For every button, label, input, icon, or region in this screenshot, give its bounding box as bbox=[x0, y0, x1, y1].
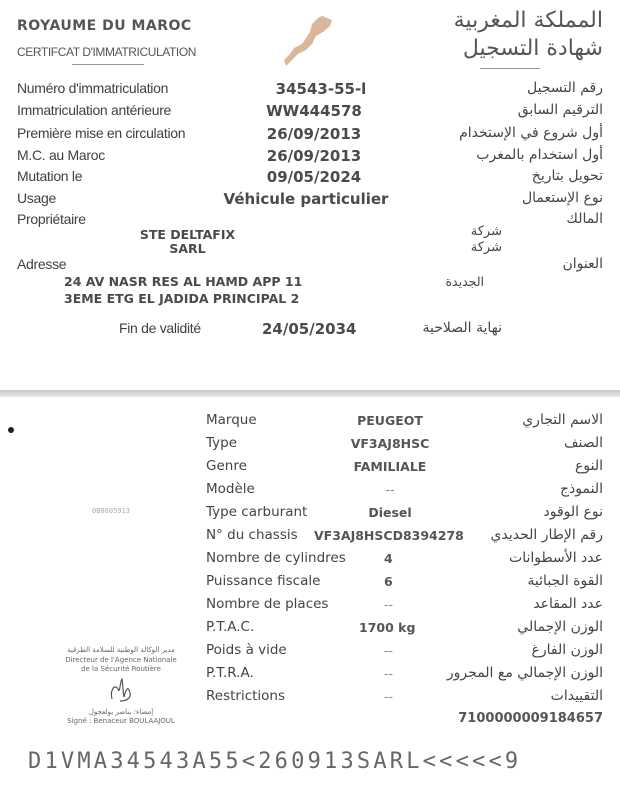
title-ar-underline bbox=[480, 68, 540, 69]
value-mc-maroc: 26/09/2013 bbox=[266, 147, 362, 165]
morocco-map-logo bbox=[276, 14, 336, 68]
label-ar-seats: عدد المقاعد bbox=[533, 596, 603, 612]
label-ar-ptac: الوزن الإجمالي bbox=[517, 619, 603, 635]
value-ptra: -- bbox=[384, 666, 394, 681]
label-ar-model: النموذج bbox=[560, 481, 603, 497]
signed-name-fr: Signé : Benaceur BOULAAJOUL bbox=[67, 717, 175, 725]
label-ar-registration-number: رقم التسجيل bbox=[527, 80, 603, 96]
country-name-fr: ROYAUME DU MAROC bbox=[17, 18, 192, 34]
label-ar-first-circulation: أول شروع في الإستخدام bbox=[459, 125, 603, 141]
owner-name-ar-line1: شركة bbox=[470, 224, 502, 239]
title-underline bbox=[72, 64, 144, 65]
label-ar-mutation: تحويل بتاريخ bbox=[531, 168, 603, 184]
label-brand: Marque bbox=[206, 412, 257, 428]
value-type: VF3AJ8HSC bbox=[350, 436, 430, 451]
signature-title-ar: مدير الوكالة الوطنية للسلامة الطرقية bbox=[67, 646, 175, 654]
signature-title-fr-line1: Directeur de l'Agence Nationale bbox=[65, 656, 177, 664]
value-usage: Véhicule particulier bbox=[223, 190, 389, 208]
label-first-circulation: Première mise en circulation bbox=[17, 125, 186, 141]
value-genre: FAMILIALE bbox=[353, 459, 427, 474]
label-ar-brand: الاسم التجاري bbox=[522, 412, 603, 428]
label-ar-previous-registration: الترقيم السابق bbox=[517, 102, 603, 118]
value-ptac: 1700 kg bbox=[359, 620, 416, 635]
label-usage: Usage bbox=[17, 190, 56, 206]
label-fiscal-power: Puissance fiscale bbox=[206, 573, 321, 589]
owner-name-line1: STE DELTAFIX bbox=[139, 227, 236, 242]
mrz-line: D1VMA34543A55<260913SARL<<<<<9 bbox=[28, 749, 522, 774]
label-validity: Fin de validité bbox=[119, 320, 201, 336]
value-previous-registration: WW444578 bbox=[266, 102, 362, 120]
label-ar-empty-weight: الوزن الفارغ bbox=[531, 642, 603, 658]
label-type: Type bbox=[206, 435, 238, 451]
label-mc-maroc: M.C. au Maroc bbox=[17, 147, 105, 163]
value-validity: 24/05/2034 bbox=[262, 320, 357, 338]
label-ptac: P.T.A.C. bbox=[206, 619, 255, 635]
label-registration-number: Numéro d'immatriculation bbox=[17, 80, 169, 96]
label-seats: Nombre de places bbox=[206, 596, 329, 612]
owner-name-line2: SARL bbox=[169, 241, 206, 256]
label-fuel: Type carburant bbox=[206, 504, 308, 520]
label-ar-fiscal-power: القوة الجبائية bbox=[527, 573, 603, 589]
registration-card-front bbox=[0, 0, 620, 390]
value-fuel: Diesel bbox=[368, 505, 412, 520]
label-owner: Propriétaire bbox=[17, 211, 86, 227]
label-ar-ptra: الوزن الإجمالي مع المجرور bbox=[446, 665, 603, 681]
label-ar-validity: نهاية الصلاحية bbox=[422, 320, 502, 336]
address-line2: 3EME ETG EL JADIDA PRINCIPAL 2 bbox=[64, 291, 300, 306]
label-previous-registration: Immatriculation antérieure bbox=[17, 102, 172, 118]
signed-name-ar: إمضاء: بناصر بولعجول bbox=[88, 708, 154, 716]
value-model: -- bbox=[385, 482, 395, 497]
document-number: 7100000009184657 bbox=[458, 711, 603, 726]
address-line1: 24 AV NASR RES AL HAMD APP 11 bbox=[64, 274, 303, 289]
label-mutation: Mutation le bbox=[17, 168, 83, 184]
label-chassis: N° du chassis bbox=[206, 527, 298, 543]
value-cylinders: 4 bbox=[384, 551, 393, 566]
handwritten-signature bbox=[106, 675, 138, 705]
value-chassis: VF3AJ8HSCD8394278 bbox=[314, 528, 464, 543]
owner-name-ar-line2: شركة bbox=[470, 240, 502, 255]
country-name-ar: المملكة المغربية bbox=[453, 8, 603, 33]
certificate-title-fr: CERTIFCAT D'IMMATRICULATION bbox=[17, 45, 197, 59]
value-empty-weight: -- bbox=[384, 643, 394, 658]
value-registration-number: 34543-ا-55 bbox=[275, 80, 367, 98]
label-genre: Genre bbox=[206, 458, 247, 474]
card-separator bbox=[0, 390, 620, 397]
certificate-title-ar: شهادة التسجيل bbox=[462, 36, 603, 61]
label-empty-weight: Poids à vide bbox=[206, 642, 287, 658]
label-ar-chassis: رقم الإطار الحديدي bbox=[490, 527, 603, 543]
label-ar-address: العنوان bbox=[562, 256, 603, 272]
value-restrictions: -- bbox=[384, 689, 394, 704]
label-ar-usage: نوع الإستعمال bbox=[521, 190, 603, 206]
label-restrictions: Restrictions bbox=[206, 688, 286, 704]
label-ptra: P.T.R.A. bbox=[206, 665, 254, 681]
value-seats: -- bbox=[384, 597, 394, 612]
label-cylinders: Nombre de cylindres bbox=[206, 550, 346, 566]
signature-title-fr-line2: de la Sécurité Routière bbox=[81, 665, 161, 673]
dot-mark bbox=[8, 427, 14, 433]
label-ar-cylinders: عدد الأسطوانات bbox=[509, 550, 603, 566]
value-brand: PEUGEOT bbox=[357, 413, 423, 428]
label-address: Adresse bbox=[17, 256, 67, 272]
value-mutation: 09/05/2024 bbox=[266, 168, 362, 186]
serial-number: 0B8605913 bbox=[92, 507, 130, 515]
label-model: Modèle bbox=[206, 481, 255, 497]
value-fiscal-power: 6 bbox=[384, 574, 393, 589]
label-ar-fuel: نوع الوقود bbox=[543, 504, 603, 520]
registration-card-back bbox=[0, 397, 620, 797]
label-ar-mc-maroc: أول استخدام بالمغرب bbox=[476, 147, 603, 163]
label-ar-restrictions: التقييدات bbox=[550, 688, 603, 704]
address-city-ar: الجديدة bbox=[445, 274, 484, 289]
label-ar-owner: المالك bbox=[566, 211, 603, 227]
label-ar-genre: النوع bbox=[575, 458, 603, 474]
label-ar-type: الصنف bbox=[563, 435, 603, 451]
value-first-circulation: 26/09/2013 bbox=[266, 125, 362, 143]
